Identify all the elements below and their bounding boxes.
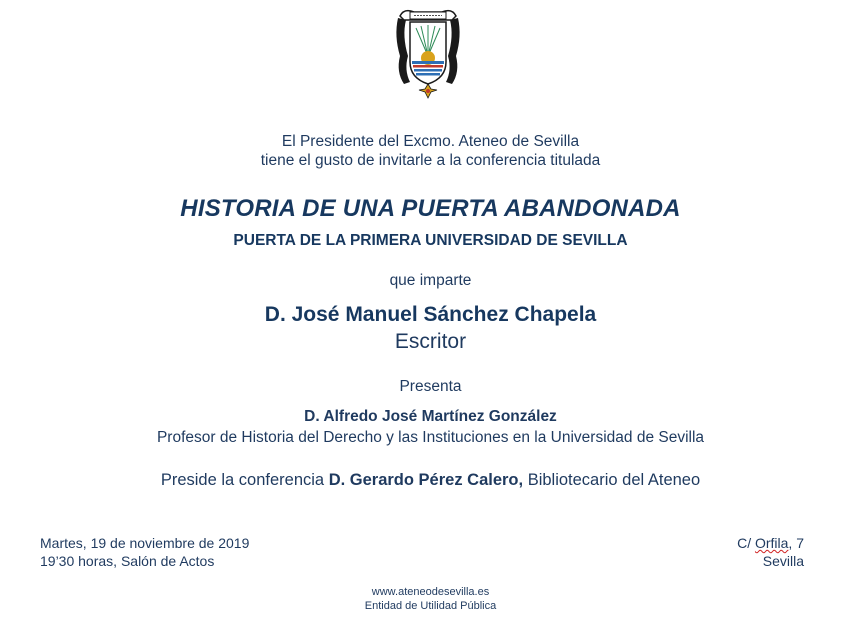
- website-link[interactable]: www.ateneodesevilla.es: [371, 586, 490, 598]
- event-date: Martes, 19 de noviembre de 2019: [40, 535, 250, 551]
- footer-info: [0, 585, 861, 613]
- event-time-place: 19’30 horas, Salón de Actos: [40, 553, 215, 569]
- event-details: [40, 534, 249, 570]
- speaker-role: Escritor: [394, 330, 467, 353]
- ateneo-crest-icon: [394, 6, 462, 104]
- street-suffix: , 7: [788, 535, 804, 551]
- conference-title: HISTORIA DE UNA PUERTA ABANDONADA: [180, 195, 681, 222]
- intro-line-2: tiene el gusto de invitarle a la conferencia titulada: [260, 152, 601, 169]
- presenter-role: Profesor de Historia del Derecho y las Instituciones en la Universidad de Sevilla: [156, 429, 705, 446]
- speaker-name: D. José Manuel Sánchez Chapela: [264, 303, 597, 326]
- entity-status: Entidad de Utilidad Pública: [364, 600, 497, 612]
- street-name: Orfila: [754, 535, 789, 551]
- preside-line: [0, 471, 861, 490]
- conference-subtitle: PUERTA DE LA PRIMERA UNIVERSIDAD DE SEVILLA: [233, 232, 628, 249]
- presenter-name: D. Alfredo José Martínez González: [304, 408, 557, 425]
- address-street: [737, 534, 804, 552]
- address-city: Sevilla: [762, 553, 804, 569]
- intro-line-1: El Presidente del Excmo. Ateneo de Sevilla: [281, 133, 580, 150]
- speaker-label: que imparte: [389, 272, 472, 289]
- preside-prefix: Preside la conferencia: [160, 471, 329, 489]
- presenter-label: Presenta: [399, 378, 462, 395]
- street-prefix: C/: [737, 535, 755, 551]
- preside-suffix: Bibliotecario del Ateneo: [523, 471, 701, 489]
- invitation-intro: [0, 132, 861, 170]
- address-block: [737, 534, 804, 570]
- preside-name: D. Gerardo Pérez Calero,: [328, 471, 524, 489]
